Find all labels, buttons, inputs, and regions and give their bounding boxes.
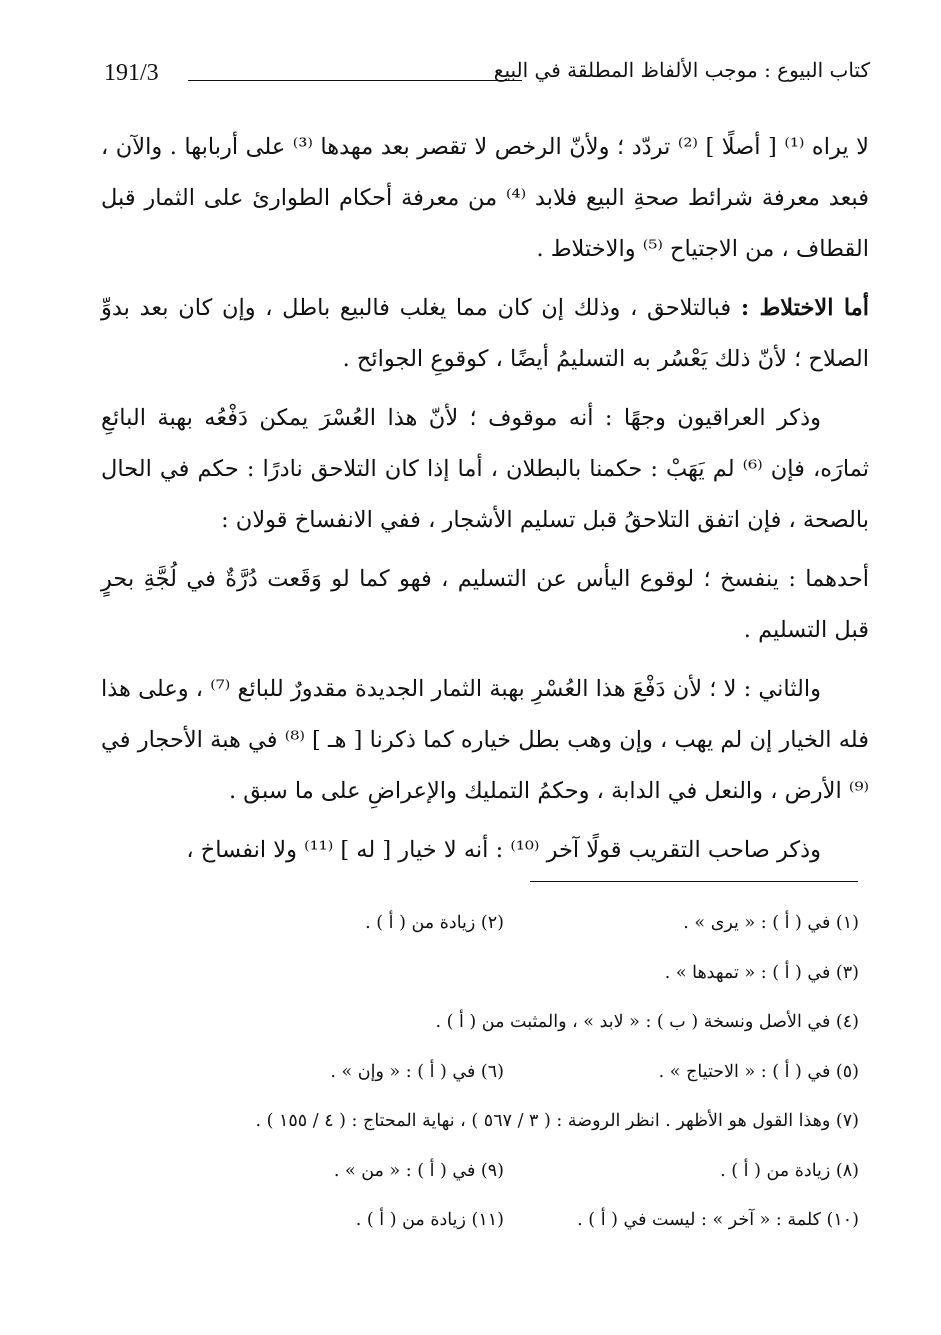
footnote: (٦) في ( أ ) : « وإن » . [330, 1061, 504, 1082]
footnote-separator [530, 881, 858, 882]
footnote-row [119, 955, 859, 1005]
paragraph-6: وذكر صاحب التقريب قولًا آخر ⁽¹⁰⁾ : أنه لا خيار [ له ] ⁽¹¹⁾ ولا انفساخ ، [186, 837, 821, 863]
footnote: (٨) زيادة من ( أ ) . [720, 1160, 859, 1181]
footnote-row [119, 1004, 859, 1054]
footnote: (١) في ( أ ) : « يرى » . [683, 913, 859, 933]
paragraph-4: أحدهما : ينفسخ ؛ لوقوع اليأس عن التسليم ، فهو كما لو وَقَعت دُرَّةٌ في لُجَّةِ بحرٍ قبل التسليم . [101, 566, 869, 643]
footnote: (٧) وهذا القول هو الأظهر . انظر الروضة : ( ٣ / ٥٦٧ ) ، نهاية المحتاج : ( ٤ / ١٥٥ ) . [255, 1111, 859, 1131]
page-header [100, 58, 870, 98]
footnote-row [119, 1153, 859, 1203]
footnote: (٥) في ( أ ) : « الاحتياج » . [658, 1061, 859, 1082]
footnote: (١٠) كلمة : « آخر » : ليست في ( أ ) . [577, 1210, 859, 1230]
footnote-row [119, 905, 859, 955]
footnote-row [119, 1054, 859, 1104]
footnote: (٩) في ( أ ) : « من » . [333, 1160, 504, 1181]
header-rule [188, 80, 522, 81]
paragraph-5: والثاني : لا ؛ لأن دَفْعَ هذا العُسْرِ بهبة الثمار الجديدة مقدورٌ للبائع ⁽⁷⁾ ، وعلى هذا فله الخيار إن لم يهب ، وإن وهب بطل خياره كما ذكرنا [ هـ ] ⁽⁸⁾ في هبة الأحجار في ⁽⁹⁾ الأرض ، والنعل في الدابة ، وحكمُ التمليك والإعراضِ على ما سبق . [101, 676, 870, 804]
footnote: (٣) في ( أ ) : « تمهدها » . [664, 962, 859, 983]
footnote-row [119, 1103, 859, 1153]
paragraph-3: وذكر العراقيون وجهًا : أنه موقوف ؛ لأنّ هذا العُسْرَ يمكن دَفْعُه بهبة البائعِ ثمارَه، فإن ⁽⁶⁾ لم يَهَبْ : حكمنا بالبطلان ، أما إذا كان التلاحق نادرًا : حكم في الحال بالصحة ، فإن اتفق التلاحقُ قبل تسليم الأشجار ، ففي الانفساخ قولان : [101, 405, 869, 533]
page-number: 191/3 [104, 60, 159, 86]
paragraph-1: لا يراه ⁽¹⁾ [ أصلًا ] ⁽²⁾ تردّد ؛ ولأنّ الرخص لا تقصر بعد مهدها ⁽³⁾ على أربابها . والآن ، فبعد معرفة شرائط صحةِ البيع فلابد ⁽⁴⁾ من معرفة أحكام الطوارئ على الثمار قبل القطاف ، من الاجتياح ⁽⁵⁾ والاختلاط . [101, 134, 869, 262]
footnotes [119, 905, 859, 1252]
footnote: (٢) زيادة من ( أ ) . [365, 913, 504, 933]
footnote: (٤) في الأصل ونسخة ( ب ) : « لابد » ، والمثبت من ( أ ) . [435, 1012, 859, 1032]
footnote-row [119, 1202, 859, 1252]
paragraph-2 [101, 283, 869, 385]
section-term: أما الاختلاط : [740, 295, 870, 321]
paragraph-2-text: فبالتلاحق ، وذلك إن كان مما يغلب فالبيع باطل ، وإن كان بعد بدوِّ الصلاح ؛ لأنّ ذلك يَعْسُر به التسليمُ أيضًا ، كوقوعِ الجوائح . [101, 295, 869, 372]
footnote: (١١) زيادة من ( أ ) . [355, 1210, 504, 1230]
main-text [101, 122, 869, 884]
running-title: كتاب البيوع : موجب الألفاظ المطلقة في البيع [493, 58, 870, 82]
